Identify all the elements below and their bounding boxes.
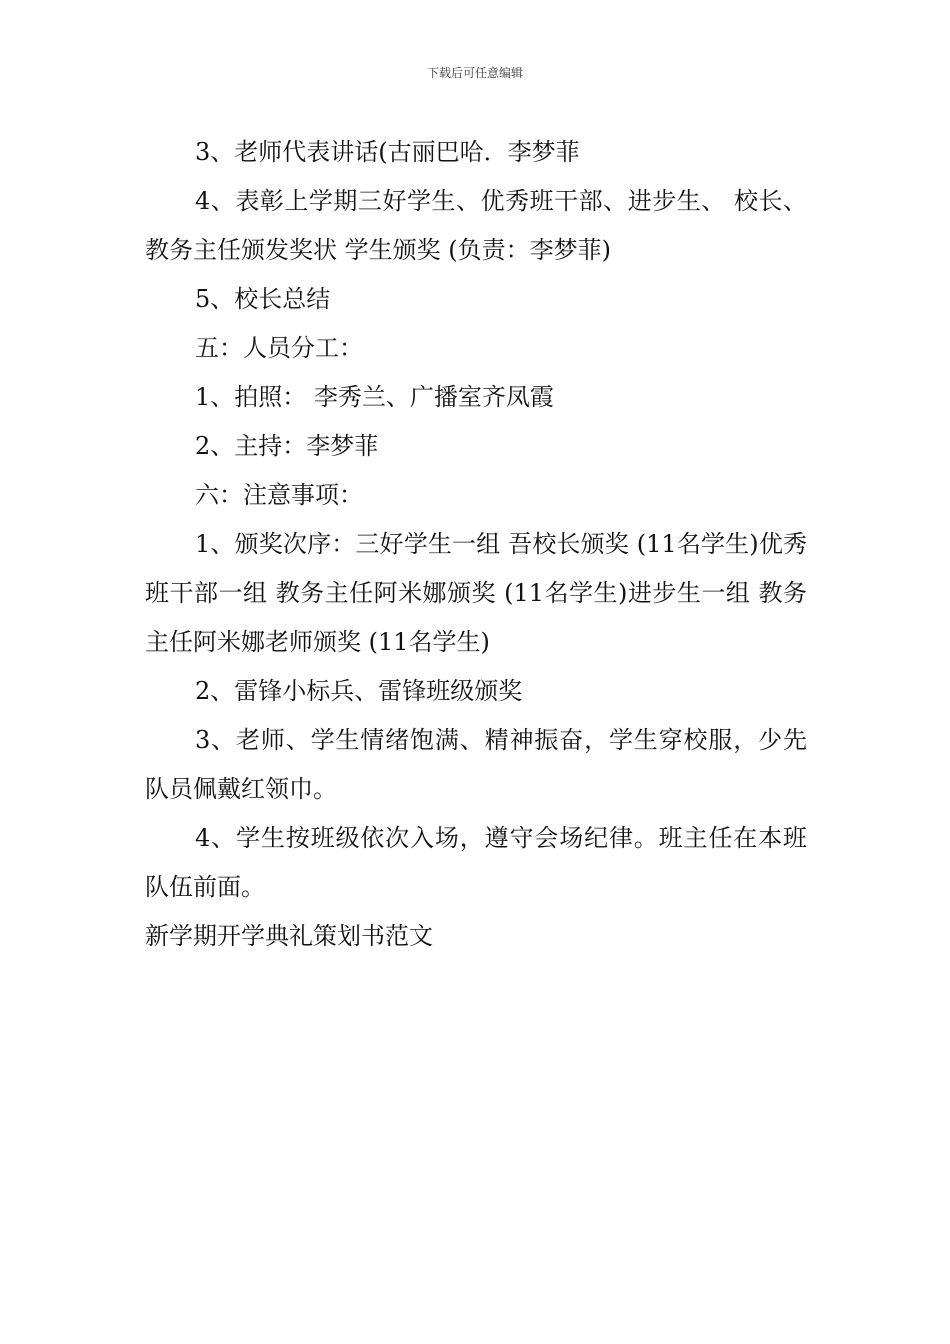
document-body (145, 128, 807, 961)
paragraph-award-order: 1、颁奖次序：三好学生一组 吾校长颁奖 (11名学生)优秀班干部一组 教务主任阿米娜颁奖 (11名学生)进步生一组 教务主任阿米娜老师颁奖 (11名学生) (145, 530, 807, 656)
section-heading-staff: 五：人员分工： (195, 334, 363, 362)
page-header-note: 下载后可任意编辑 (426, 66, 523, 80)
paragraph-entry-order: 4、学生按班级依次入场，遵守会场纪律。班主任在本班队伍前面。 (145, 824, 807, 901)
paragraph-spirit: 3、老师、学生情绪饱满、精神振奋，学生穿校服，少先队员佩戴红领巾。 (145, 726, 807, 803)
paragraph-awards: 4、表彰上学期三好学生、优秀班干部、进步生、 校长、教务主任颁发奖状 学生颁奖 (负责：李梦菲) (145, 187, 807, 264)
paragraph-host: 2、主持：李梦菲 (195, 432, 379, 460)
paragraph-principal-summary: 5、校长总结 (195, 285, 331, 313)
paragraph-photography: 1、拍照： 李秀兰、广播室齐凤霞 (195, 383, 554, 411)
closing-title: 新学期开学典礼策划书范文 (145, 922, 433, 950)
paragraph-leifeng-awards: 2、雷锋小标兵、雷锋班级颁奖 (195, 677, 523, 705)
section-heading-notes: 六：注意事项： (195, 481, 363, 509)
paragraph-teacher-speech: 3、老师代表讲话(古丽巴哈．李梦菲 (195, 138, 580, 166)
